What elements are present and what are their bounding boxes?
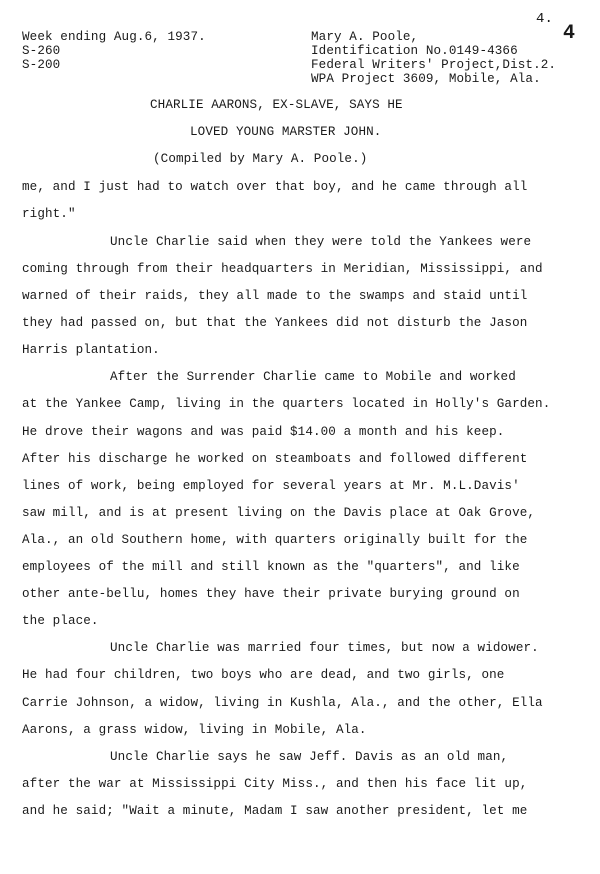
- body-line: right.": [22, 207, 76, 221]
- body-line: Ala., an old Southern home, with quarters originally built for the: [22, 533, 528, 547]
- document-title-line1: CHARLIE AARONS, EX-SLAVE, SAYS HE: [150, 98, 403, 112]
- body-line: Aarons, a grass widow, living in Mobile, Ala.: [22, 723, 367, 737]
- body-line: Uncle Charlie said when they were told the Yankees were: [110, 235, 532, 249]
- body-line: He drove their wagons and was paid $14.00 a month and his keep.: [22, 425, 505, 439]
- week-ending-line: Week ending Aug.6, 1937.: [22, 30, 206, 44]
- body-line: at the Yankee Camp, living in the quarters located in Holly's Garden.: [22, 397, 551, 411]
- document-title-line2: LOVED YOUNG MARSTER JOHN.: [190, 125, 382, 139]
- body-line: Carrie Johnson, a widow, living in Kushla, Ala., and the other, Ella: [22, 696, 543, 710]
- page-number-typed: 4.: [536, 11, 554, 27]
- body-line: Uncle Charlie was married four times, but now a widower.: [110, 641, 539, 655]
- body-line: lines of work, being employed for several years at Mr. M.L.Davis': [22, 479, 520, 493]
- wpa-project: WPA Project 3609, Mobile, Ala.: [311, 72, 541, 86]
- body-line: coming through from their headquarters in Meridian, Mississippi, and: [22, 262, 543, 276]
- reference-code-1: S-260: [22, 44, 61, 58]
- author-name: Mary A. Poole,: [311, 30, 419, 44]
- body-line: Harris plantation.: [22, 343, 160, 357]
- project-district: Federal Writers' Project,Dist.2.: [311, 58, 557, 72]
- body-line: After the Surrender Charlie came to Mobile and worked: [110, 370, 516, 384]
- body-line: they had passed on, but that the Yankees did not disturb the Jason: [22, 316, 528, 330]
- body-line: employees of the mill and still known as the "quarters", and like: [22, 560, 520, 574]
- body-line: the place.: [22, 614, 99, 628]
- body-line: other ante-bellu, homes they have their private burying ground on: [22, 587, 520, 601]
- page-number-stamp: 4: [563, 22, 576, 45]
- body-line: after the war at Mississippi City Miss., and then his face lit up,: [22, 777, 528, 791]
- body-line: He had four children, two boys who are dead, and two girls, one: [22, 668, 505, 682]
- identification-number: Identification No.0149-4366: [311, 44, 518, 58]
- body-line: saw mill, and is at present living on the Davis place at Oak Grove,: [22, 506, 536, 520]
- body-line: and he said; "Wait a minute, Madam I saw another president, let me: [22, 804, 528, 818]
- body-line: me, and I just had to watch over that boy, and he came through all: [22, 180, 528, 194]
- body-line: After his discharge he worked on steamboats and followed different: [22, 452, 528, 466]
- reference-code-2: S-200: [22, 58, 61, 72]
- compiled-by-line: (Compiled by Mary A. Poole.): [153, 152, 368, 166]
- body-line: Uncle Charlie says he saw Jeff. Davis as an old man,: [110, 750, 509, 764]
- body-line: warned of their raids, they all made to the swamps and staid until: [22, 289, 528, 303]
